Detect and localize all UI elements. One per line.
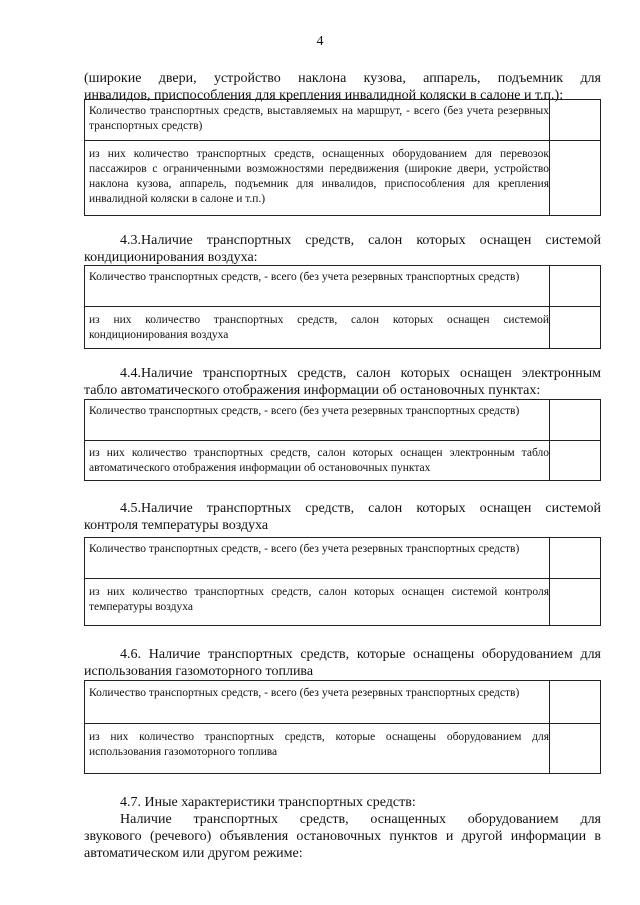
heading-line-1: 4.3.Наличие транспортных средств, салон которых оснащен системой: [120, 233, 601, 248]
row-label: из них количество транспортных средств, которые оснащены оборудованием для использования газомоторного топлива: [89, 731, 549, 758]
table-row: [85, 306, 600, 349]
row-label: Количество транспортных средств, выставляемых на маршрут, - всего (без учета резервных транспортных средств): [89, 105, 549, 132]
value-cell[interactable]: [549, 724, 600, 774]
row-label: Количество транспортных средств, - всего (без учета резервных транспортных средств): [89, 405, 520, 417]
heading-line-2: использования газомоторного топлива: [84, 664, 314, 679]
heading-line-2: табло автоматического отображения информации об остановочных пунктах:: [84, 383, 541, 398]
page-number: 4: [316, 34, 324, 49]
row-label: Количество транспортных средств, - всего (без учета резервных транспортных средств): [89, 543, 520, 555]
value-cell[interactable]: [549, 441, 600, 481]
section-4-7-heading: 4.7. Иные характеристики транспортных средств:: [120, 795, 416, 810]
value-cell[interactable]: [549, 681, 600, 723]
section-4-5-heading: [84, 500, 601, 534]
text-line-3: автоматическом или другом режиме:: [84, 846, 303, 861]
section-4-3-heading: [84, 232, 601, 266]
table-4-4: [84, 399, 601, 481]
value-cell[interactable]: [549, 307, 600, 349]
value-cell[interactable]: [549, 538, 600, 578]
value-cell[interactable]: [549, 400, 600, 440]
row-label: из них количество транспортных средств, салон которых оснащен системой кондиционирования воздуха: [89, 314, 549, 341]
table-row: [85, 723, 600, 774]
heading-line-1: 4.5.Наличие транспортных средств, салон которых оснащен системой: [120, 501, 601, 516]
text-line-1: Наличие транспортных средств, оснащенных оборудованием для: [120, 812, 601, 827]
table-4-3: [84, 265, 601, 349]
table-accessibility: [84, 99, 601, 216]
table-row: [85, 538, 600, 578]
table-row: [85, 440, 600, 481]
row-label: из них количество транспортных средств, салон которых оснащен системой контроля температуры воздуха: [89, 586, 549, 613]
heading-line-1: 4.4.Наличие транспортных средств, салон которых оснащен электронным: [120, 366, 601, 381]
row-label: из них количество транспортных средств, салон которых оснащен электронным табло автоматического отображения информации об остановочных пунктах: [89, 447, 549, 474]
table-4-5: [84, 537, 601, 626]
table-row: [85, 578, 600, 626]
table-row: [85, 266, 600, 306]
row-label: Количество транспортных средств, - всего (без учета резервных транспортных средств): [89, 687, 520, 699]
section-4-6-heading: [84, 646, 601, 680]
table-row: [85, 100, 600, 140]
text-line-2: звукового (речевого) объявления остановочных пунктов и другой информации в: [84, 829, 601, 844]
heading-line-1: 4.6. Наличие транспортных средств, которые оснащены оборудованием для: [120, 647, 601, 662]
table-row: [85, 681, 600, 723]
heading-line-2: контроля температуры воздуха: [84, 518, 269, 533]
value-cell[interactable]: [549, 100, 600, 140]
section-4-7: [84, 794, 601, 862]
table-row: [85, 140, 600, 216]
table-4-6: [84, 680, 601, 774]
intro-line-2: инвалидов, приспособления для крепления инвалидной коляски в салоне и т.п.):: [84, 88, 564, 103]
table-row: [85, 400, 600, 440]
row-label: Количество транспортных средств, - всего (без учета резервных транспортных средств): [89, 271, 520, 283]
value-cell[interactable]: [549, 266, 600, 306]
heading-line-2: кондиционирования воздуха:: [84, 250, 258, 265]
value-cell[interactable]: [549, 141, 600, 216]
section-4-4-heading: [84, 365, 601, 399]
intro-line-1: (широкие двери, устройство наклона кузова, аппарель, подъемник для: [84, 71, 601, 86]
value-cell[interactable]: [549, 579, 600, 626]
row-label: из них количество транспортных средств, оснащенных оборудованием для перевозок пассажиров с ограниченными возможностями передвижения (широкие двери, устройство наклона кузова, аппарель, подъемник для инвалидов, приспособления для крепления инвалидной коляски в салоне и т.п.): [89, 148, 549, 205]
